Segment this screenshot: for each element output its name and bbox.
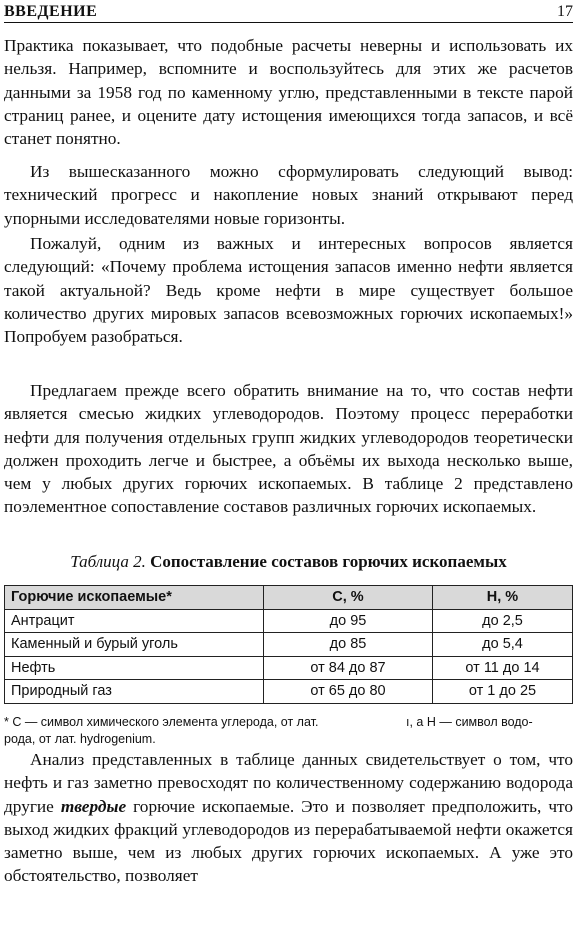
fuel-cell: Антрацит bbox=[5, 609, 264, 633]
carbon-cell: от 84 до 87 bbox=[264, 656, 433, 680]
column-header-carbon: C, % bbox=[264, 586, 433, 610]
column-header-hydrogen: H, % bbox=[433, 586, 573, 610]
fuel-cell: Каменный и бурый уголь bbox=[5, 633, 264, 657]
table-caption-label: Таблица 2. bbox=[70, 552, 146, 571]
table-row bbox=[5, 633, 573, 657]
paragraph-3: Пожалуй, одним из важных и интересных вопросов является следующий: «Почему проблема истощения запасов именно нефти является такой актуальной? Ведь кроме нефти в мире существует большое количество других мировых запасов всевозможных горючих ископаемых!» Попробуем разобраться. bbox=[4, 234, 573, 347]
carbon-cell: до 95 bbox=[264, 609, 433, 633]
hydrogen-cell: до 5,4 bbox=[433, 633, 573, 657]
table-header-row bbox=[5, 586, 573, 610]
fuel-cell: Нефть bbox=[5, 656, 264, 680]
hydrogen-cell: до 2,5 bbox=[433, 609, 573, 633]
paragraph-5 bbox=[4, 748, 573, 888]
column-header-fuel: Горючие ископаемые* bbox=[5, 586, 264, 610]
footnote-line-1-right: ı, а H — символ водо- bbox=[406, 715, 533, 729]
table-row bbox=[5, 609, 573, 633]
composition-table bbox=[4, 585, 573, 704]
carbon-cell: до 85 bbox=[264, 633, 433, 657]
table-caption-title: Сопоставление составов горючих ископаемых bbox=[150, 552, 507, 571]
section-title: ВВЕДЕНИЕ bbox=[4, 3, 98, 20]
paragraph-1: Практика показывает, что подобные расчеты неверны и использовать их нельзя. Например, вспомните и воспользуйтесь для этих же расчетов данными за 1958 год по каменному углю, представленными в тексте парой страниц ранее, и оцените дату истощения имеющихся тогда запасов, и всё станет понятно. bbox=[4, 36, 573, 149]
table-footnote bbox=[4, 714, 573, 748]
paragraph-5-start: Анализ представленных в таблице данных свидетельствует о том, что нефть и газ заметно превосходят по количественному содержанию водорода другие bbox=[4, 750, 573, 816]
table-caption bbox=[0, 551, 577, 573]
emphasis-solid: твердые bbox=[60, 796, 127, 816]
fuel-cell: Природный газ bbox=[5, 680, 264, 704]
footnote-line-1-left: * C — символ химического элемента углерода, от лат. bbox=[4, 715, 319, 729]
paragraph-5-end: горючие ископаемые. Это и позволяет предположить, что выход жидких фракций углеводородов из перерабатываемой нефти окажется заметно выше, чем из любых других горючих ископаемых. А уже это обстоятельство, позволяет bbox=[4, 796, 573, 886]
table-row bbox=[5, 656, 573, 680]
paragraph-4: Предлагаем прежде всего обратить внимание на то, что состав нефти является смесью жидких углеводородов. Поэтому процесс переработки нефти для получения отдельных групп жидких углеводородов теоретически должен проходить легче и быстрее, а объёмы их выхода несколько выше, чем у любых других горючих ископаемых. В таблице 2 представлено поэлементное сопоставление составов различных горючих ископаемых. bbox=[4, 381, 573, 517]
hydrogen-cell: от 11 до 14 bbox=[433, 656, 573, 680]
paragraph-2: Из вышесказанного можно сформулировать следующий вывод: технический прогресс и накопление новых знаний открывают перед упорными исследователями новые горизонты. bbox=[4, 162, 573, 228]
footnote-line-2: рода, от лат. hydrogenium. bbox=[4, 732, 156, 746]
table-row bbox=[5, 680, 573, 704]
hydrogen-cell: от 1 до 25 bbox=[433, 680, 573, 704]
carbon-cell: от 65 до 80 bbox=[264, 680, 433, 704]
page-number: 17 bbox=[557, 3, 573, 20]
running-header bbox=[4, 2, 573, 23]
